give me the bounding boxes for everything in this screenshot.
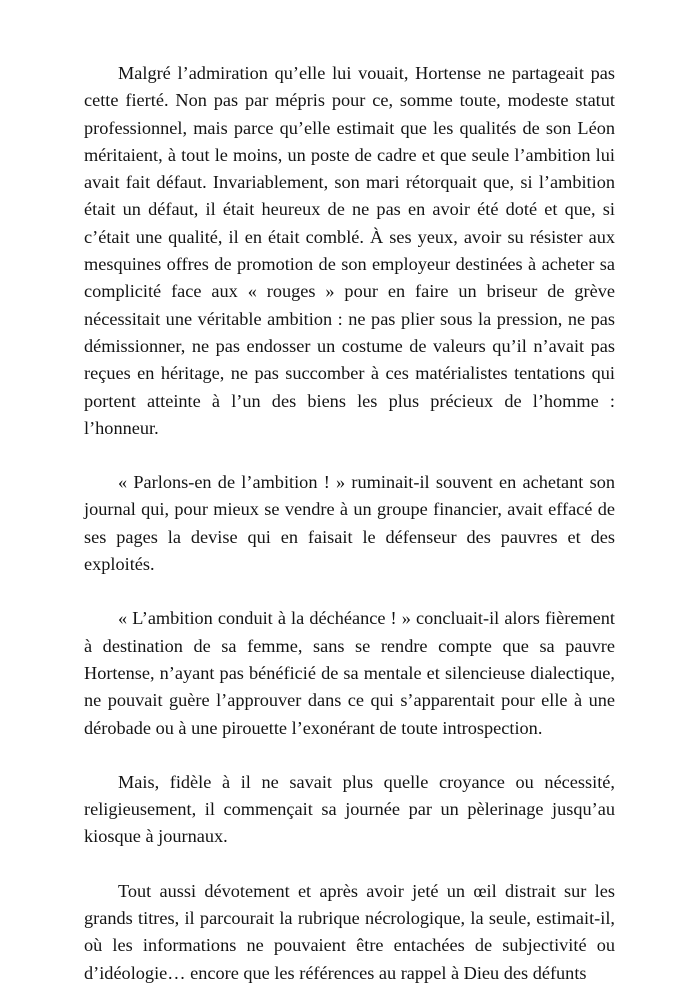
paragraph-parlons-en: « Parlons-en de l’ambition ! » ruminait-il souvent en achetant son journal qui, pour mieux se vendre à un groupe financier, avait effacé de ses pages la devise qui en faisait le défenseur des pauvres et des exploités. <box>84 472 615 575</box>
document-page <box>84 60 615 987</box>
paragraph-ambition-decheance: « L’ambition conduit à la déchéance ! » concluait-il alors fièrement à destination de sa femme, sans se rendre compte que sa pauvre Hortense, n’ayant pas bénéficié de sa mentale et silencieuse dialectique, ne pouvait guère l’approuver dans ce qui s’apparentait pour elle à une dérobade ou à une pirouette l’exonérant de toute introspection. <box>84 608 615 738</box>
paragraph-rubrique-necrologique: Tout aussi dévotement et après avoir jeté un œil distrait sur les grands titres, il parcourait la rubrique nécrologique, la seule, estimait-il, où les informations ne pouvaient être entachées de subjectivité ou d’idéologie… encore que les références au rappel à Dieu des défunts <box>84 880 615 983</box>
paragraph-admiration: Malgré l’admiration qu’elle lui vouait, Hortense ne partageait pas cette fierté. Non pas par mépris pour ce, somme toute, modeste statut professionnel, mais parce qu’elle estimait que les qualités de son Léon méritaient, à tout le moins, un poste de cadre et que seule l’ambition lui avait fait défaut. Invariablement, son mari rétorquait que, si l’ambition était un défaut, il était heureux de ne pas en avoir été doté et que, si c’était une qualité, il en était comblé. À ses yeux, avoir su résister aux mesquines offres de promotion de son employeur destinées à acheter sa complicité face aux « rouges » pour en faire un briseur de grève nécessitait une véritable ambition : ne pas plier sous la pression, ne pas démissionner, ne pas endosser un costume de valeurs qu’il n’avait pas reçues en héritage, ne pas succomber à ces matérialistes tentations qui portent atteinte à l’un des biens les plus précieux de l’homme : l’honneur. <box>84 63 615 438</box>
paragraph-pelerinage: Mais, fidèle à il ne savait plus quelle croyance ou nécessité, religieusement, il commençait sa journée par un pèlerinage jusqu’au kiosque à journaux. <box>84 771 615 847</box>
